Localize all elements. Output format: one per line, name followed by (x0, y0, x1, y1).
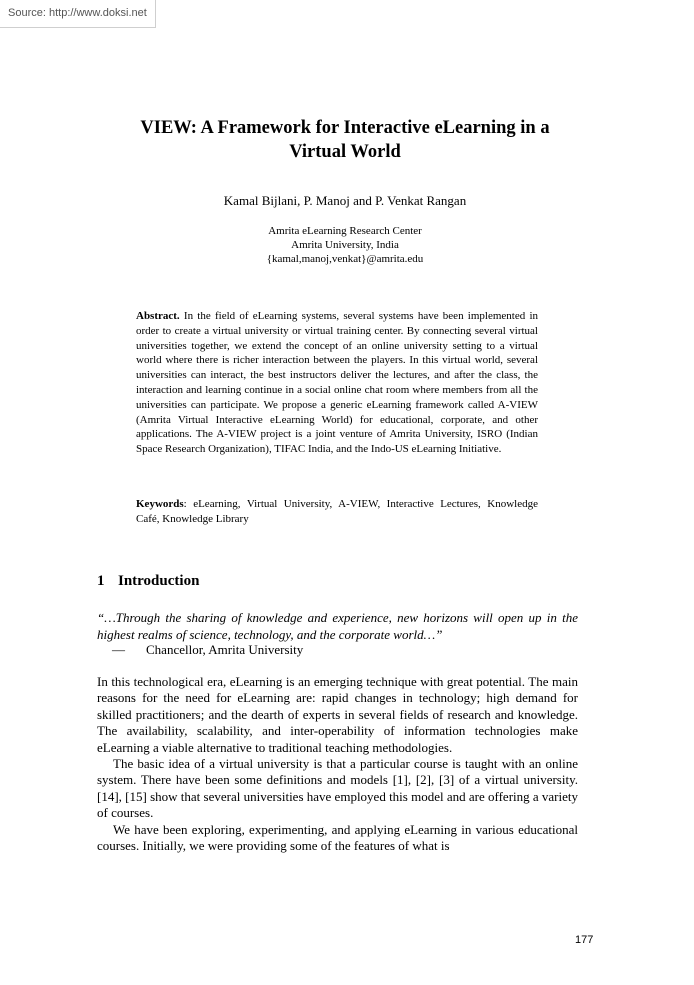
attribution-dash: — (112, 642, 125, 657)
epigraph-quote: “…Through the sharing of knowledge and experience, new horizons will open up in the highest realms of science, technology, and the corporate world…” (97, 610, 578, 642)
section-title: Introduction (118, 573, 200, 589)
affiliation-line: Amrita eLearning Research Center (268, 225, 422, 237)
paragraph: We have been exploring, experimenting, and applying eLearning in various educational courses. Initially, we were providing some of the features of what is (97, 821, 578, 854)
abstract (136, 309, 538, 457)
abstract-text: In the field of eLearning systems, several systems have been implemented in order to create a virtual university or virtual training center. By connecting several virtual universities together, we extend the concept of an online university setting to a virtual world where there is richer interaction between the players. In this virtual world, several universities can interact, the best instructors deliver the lectures, and after the class, the interaction and learning continue in a social online chat room where members from all the universities can participate. We propose a generic eLearning framework called A-VIEW (Amrita Virtual Interactive eLearning World) for educational, corporate, and other applications. The A-VIEW project is a joint venture of Amrita University, ISRO (Indian Space Research Organization), TIFAC India, and the Indo-US eLearning Initiative. (136, 310, 539, 456)
keywords (136, 497, 538, 527)
affiliation-line: Amrita University, India (291, 239, 399, 251)
affiliation (97, 224, 593, 266)
keywords-label: Keywords (136, 498, 184, 510)
author-list: Kamal Bijlani, P. Manoj and P. Venkat Rangan (223, 193, 467, 208)
body-text (97, 674, 578, 854)
paragraph: In this technological era, eLearning is an emerging technique with great potential. The main reasons for the need for eLearning are: rapid changes in technology; high demand for skilled practitioners; and the dearth of experts in several fields of research and knowledge. The availability, scalability, and inter-operability of information technologies make eLearning a viable alternative to traditional teaching methodologies. (97, 674, 578, 755)
keywords-text: : eLearning, Virtual University, A-VIEW, Interactive Lectures, Knowledge Café, Knowledge Library (136, 498, 538, 525)
paragraph: The basic idea of a virtual university is that a particular course is taught with an online system. There have been some definitions and models [1], [2], [3] of a virtual university. [14], [15] show that several universities have employed this model and are offering a variety of courses. (97, 756, 578, 821)
section-number: 1 (97, 573, 105, 589)
author-emails: {kamal,manoj,venkat}@amrita.edu (266, 253, 424, 265)
source-label: Source: http://www.doksi.net (0, 0, 156, 28)
section-heading (97, 573, 199, 590)
abstract-label: Abstract. (136, 310, 180, 322)
epigraph-attribution (112, 642, 303, 659)
page-number: 177 (575, 934, 594, 946)
paper-title: VIEW: A Framework for Interactive eLearning in a Virtual World (140, 118, 550, 162)
attribution-text: Chancellor, Amrita University (146, 642, 304, 657)
